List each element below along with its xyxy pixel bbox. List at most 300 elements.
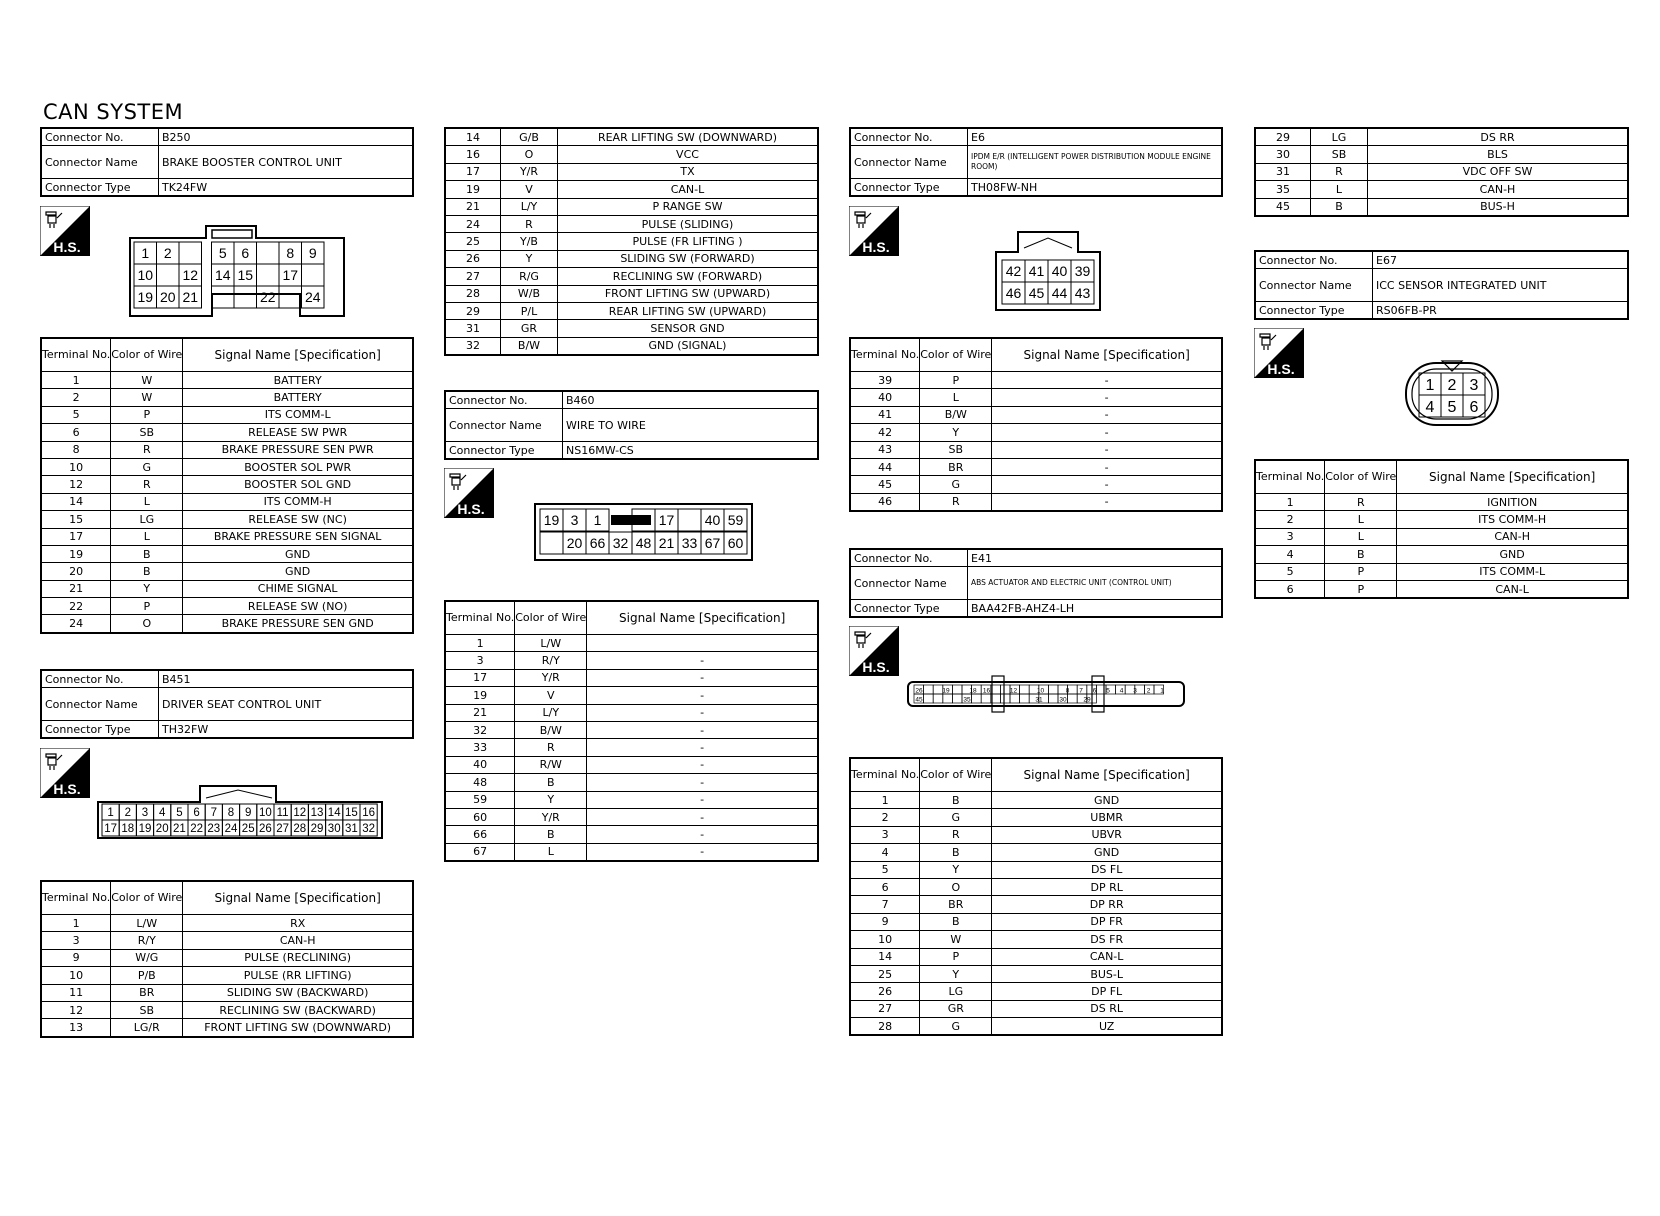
wire-color: LG <box>920 983 992 1000</box>
table-row <box>41 967 413 984</box>
header-signal-name: Signal Name [Specification] <box>183 338 413 372</box>
signal-name: CHIME SIGNAL <box>183 580 413 597</box>
table-row <box>850 878 1222 895</box>
signal-name: BUS-L <box>992 965 1222 982</box>
terminal-no: 35 <box>1255 181 1311 198</box>
pin-label: 12 <box>293 807 307 820</box>
signal-name: - <box>587 669 818 686</box>
table-row <box>41 545 413 562</box>
connector-face-e41 <box>906 674 1188 718</box>
terminal-no: 31 <box>445 320 501 337</box>
label-connector-type: Connector Type <box>445 442 563 460</box>
wire-color: W <box>920 931 992 948</box>
signal-name: GND <box>992 792 1222 809</box>
wire-color: B <box>111 545 183 562</box>
table-row <box>445 320 818 337</box>
header-color-of-wire: Color of Wire <box>111 338 183 372</box>
pin-label: 17 <box>282 267 299 284</box>
table-row <box>445 215 818 232</box>
table-row <box>850 913 1222 930</box>
table-row <box>445 652 818 669</box>
signal-name: DP FR <box>992 913 1222 930</box>
terminal-no: 45 <box>1255 198 1311 216</box>
signal-name: - <box>587 774 818 791</box>
wire-color: Y <box>920 965 992 982</box>
table-header <box>41 881 413 915</box>
connector-info-b451 <box>40 669 414 739</box>
terminal-no: 2 <box>850 809 920 826</box>
pin-label: 10 <box>1036 687 1045 695</box>
table-row <box>850 424 1222 441</box>
terminal-no: 17 <box>41 528 111 545</box>
table-row <box>41 984 413 1001</box>
harness-side-icon <box>849 206 899 256</box>
signal-name: DP RL <box>992 878 1222 895</box>
pin-label: 2 <box>1146 687 1151 695</box>
terminal-no: 48 <box>445 774 515 791</box>
terminal-no: 3 <box>1255 528 1325 545</box>
wire-color: P <box>1325 563 1397 580</box>
wire-color: Y <box>515 791 587 808</box>
wire-color: R/W <box>515 756 587 773</box>
pin-label: 26 <box>915 687 923 695</box>
header-color-of-wire: Color of Wire <box>111 881 183 915</box>
terminal-no: 15 <box>41 511 111 528</box>
wire-color: W <box>111 389 183 406</box>
table-row <box>445 669 818 686</box>
pin-label: 5 <box>176 807 183 820</box>
value-connector-no: E67 <box>1373 251 1629 269</box>
wire-color: SB <box>111 1001 183 1018</box>
table-row <box>41 458 413 475</box>
label-connector-type: Connector Type <box>1255 302 1373 320</box>
table-row <box>850 896 1222 913</box>
wire-color: B <box>920 913 992 930</box>
connector-info-e41 <box>849 548 1223 618</box>
label-connector-name: Connector Name <box>41 688 159 721</box>
pin-label: 22 <box>190 823 203 836</box>
signal-name: - <box>587 687 818 704</box>
pin-label: 5 <box>1447 398 1457 416</box>
header-signal-name: Signal Name [Specification] <box>992 338 1222 372</box>
wire-color: L/W <box>515 635 587 652</box>
wire-color: R <box>920 493 992 511</box>
pin-label: 3 <box>570 512 579 529</box>
pin-label: 29 <box>1083 696 1091 704</box>
label-connector-type: Connector Type <box>41 179 159 197</box>
value-connector-no: B460 <box>563 391 819 409</box>
wire-color: Y <box>920 861 992 878</box>
wire-color: B <box>1325 546 1397 563</box>
table-row <box>1255 198 1628 216</box>
signal-name: - <box>992 441 1222 458</box>
terminal-no: 21 <box>445 704 515 721</box>
wire-color: GR <box>920 1000 992 1017</box>
table-row <box>850 965 1222 982</box>
value-connector-name: ICC SENSOR INTEGRATED UNIT <box>1373 269 1629 302</box>
wire-color: B <box>515 774 587 791</box>
terminal-no: 40 <box>850 389 920 406</box>
wire-color: BR <box>111 984 183 1001</box>
table-row <box>1255 128 1628 146</box>
signal-name: GND <box>183 545 413 562</box>
terminal-no: 12 <box>41 476 111 493</box>
value-connector-no: E41 <box>968 549 1223 567</box>
terminal-no: 5 <box>850 861 920 878</box>
wire-color: B <box>1311 198 1368 216</box>
table-row <box>445 843 818 861</box>
signal-name: CAN-H <box>183 932 413 949</box>
terminal-no: 46 <box>850 493 920 511</box>
table-row <box>445 756 818 773</box>
wire-color: L/Y <box>501 198 558 215</box>
pin-label: 45 <box>1028 285 1045 302</box>
wire-color: R <box>111 441 183 458</box>
wire-color: L <box>1311 181 1368 198</box>
terminal-no: 3 <box>850 826 920 843</box>
signal-name: UZ <box>992 1018 1222 1036</box>
pin-label: 16 <box>982 687 991 695</box>
wire-color: P <box>111 598 183 615</box>
header-terminal-no: Terminal No. <box>1255 460 1325 494</box>
table-row <box>41 915 413 932</box>
pin-label: 4 <box>1119 687 1124 695</box>
table-row <box>1255 181 1628 198</box>
harness-side-icon <box>40 206 90 256</box>
terminal-no: 24 <box>41 615 111 633</box>
label-connector-type: Connector Type <box>41 721 159 739</box>
table-header <box>1255 460 1628 494</box>
wire-color: LG/R <box>111 1019 183 1037</box>
table-row <box>445 181 818 198</box>
wire-color: Y/R <box>515 669 587 686</box>
pin-label: 17 <box>658 512 675 529</box>
pin-label: 8 <box>1065 687 1070 695</box>
signal-name: - <box>992 424 1222 441</box>
header-color-of-wire: Color of Wire <box>920 758 992 792</box>
table-row <box>41 406 413 423</box>
terminal-no: 19 <box>445 181 501 198</box>
pin-label: 1 <box>1425 376 1435 394</box>
terminal-no: 26 <box>445 250 501 267</box>
value-connector-type: RS06FB-PR <box>1373 302 1629 320</box>
pin-label: 7 <box>210 807 218 820</box>
table-row <box>445 635 818 652</box>
label-connector-no: Connector No. <box>41 670 159 688</box>
wire-color: O <box>111 615 183 633</box>
connector-face-b451 <box>96 782 386 846</box>
table-row <box>445 302 818 319</box>
signal-name: BRAKE PRESSURE SEN PWR <box>183 441 413 458</box>
connector-info-b460 <box>444 390 819 460</box>
wire-color: V <box>515 687 587 704</box>
signal-name: RELEASE SW (NO) <box>183 598 413 615</box>
terminal-no: 1 <box>850 792 920 809</box>
terminal-table-e67 <box>1254 459 1629 599</box>
signal-name: CAN-L <box>992 948 1222 965</box>
value-connector-no: E6 <box>968 128 1223 146</box>
wire-color: L <box>1325 511 1397 528</box>
signal-name: - <box>587 808 818 825</box>
connector-info-b250 <box>40 127 414 197</box>
pin-label: 67 <box>704 535 721 552</box>
pin-label: 4 <box>158 807 166 820</box>
pin-label: 8 <box>227 807 235 820</box>
terminal-no: 30 <box>1255 146 1311 163</box>
terminal-no: 6 <box>1255 580 1325 598</box>
terminal-no: 5 <box>1255 563 1325 580</box>
wire-color: B/W <box>920 406 992 423</box>
terminal-no: 59 <box>445 791 515 808</box>
wire-color: L/Y <box>515 704 587 721</box>
pin-label: 15 <box>237 267 254 284</box>
wire-color: W/G <box>111 949 183 966</box>
wire-color: B/W <box>501 337 558 355</box>
pin-label: 6 <box>193 807 200 820</box>
table-row <box>445 163 818 180</box>
wire-color: R <box>111 476 183 493</box>
header-terminal-no: Terminal No. <box>850 338 920 372</box>
table-row <box>41 615 413 633</box>
signal-name: IGNITION <box>1397 494 1628 511</box>
terminal-no: 29 <box>1255 128 1311 146</box>
wire-color: Y <box>920 424 992 441</box>
table-row <box>445 826 818 843</box>
pin-label: 29 <box>310 823 324 836</box>
hs-label: H.S. <box>862 239 890 255</box>
table-row <box>850 1000 1222 1017</box>
table-row <box>41 389 413 406</box>
harness-side-icon <box>1254 328 1304 378</box>
pin-label: 6 <box>1092 687 1097 695</box>
pin-label: 46 <box>1005 285 1022 302</box>
terminal-no: 7 <box>850 896 920 913</box>
table-row <box>850 983 1222 1000</box>
header-color-of-wire: Color of Wire <box>1325 460 1397 494</box>
table-row <box>1255 494 1628 511</box>
terminal-no: 20 <box>41 563 111 580</box>
pin-label: 48 <box>635 535 652 552</box>
table-row <box>1255 563 1628 580</box>
signal-name: CAN-H <box>1368 181 1629 198</box>
pin-label: 33 <box>681 535 698 552</box>
wire-color: P <box>920 372 992 389</box>
table-row <box>850 826 1222 843</box>
signal-name: ITS COMM-L <box>1397 563 1628 580</box>
signal-name: - <box>587 721 818 738</box>
table-row <box>41 932 413 949</box>
table-row <box>41 1019 413 1037</box>
signal-name: BOOSTER SOL GND <box>183 476 413 493</box>
table-row <box>850 372 1222 389</box>
wire-color: R <box>501 215 558 232</box>
terminal-no: 32 <box>445 337 501 355</box>
table-row <box>41 580 413 597</box>
pin-label: 2 <box>1447 376 1457 394</box>
signal-name: - <box>992 389 1222 406</box>
table-row <box>41 372 413 389</box>
value-connector-type: BAA42FB-AHZ4-LH <box>968 600 1223 618</box>
signal-name: GND <box>992 844 1222 861</box>
terminal-no: 2 <box>1255 511 1325 528</box>
wire-color: L/W <box>111 915 183 932</box>
value-connector-no: B250 <box>159 128 414 146</box>
terminal-no: 26 <box>850 983 920 1000</box>
header-signal-name: Signal Name [Specification] <box>1397 460 1628 494</box>
signal-name: DS RL <box>992 1000 1222 1017</box>
pin-label: 20 <box>159 289 176 306</box>
table-row <box>445 337 818 355</box>
terminal-no: 11 <box>41 984 111 1001</box>
pin-label: 21 <box>182 289 199 306</box>
signal-name: - <box>587 826 818 843</box>
signal-name: - <box>992 458 1222 475</box>
signal-name: BATTERY <box>183 372 413 389</box>
label-connector-name: Connector Name <box>445 409 563 442</box>
table-row <box>445 285 818 302</box>
signal-name: PULSE (FR LIFTING ) <box>558 233 819 250</box>
pin-label: 3 <box>1469 376 1479 394</box>
wire-color: SB <box>1311 146 1368 163</box>
pin-label: 20 <box>155 823 169 836</box>
wire-color: B <box>515 826 587 843</box>
table-row <box>41 1001 413 1018</box>
label-connector-name: Connector Name <box>41 146 159 179</box>
table-row <box>445 250 818 267</box>
terminal-no: 14 <box>41 493 111 510</box>
pin-label: 9 <box>244 807 252 820</box>
hs-label: H.S. <box>457 501 485 517</box>
terminal-no: 33 <box>445 739 515 756</box>
pin-label: 28 <box>293 823 307 836</box>
table-row <box>41 949 413 966</box>
connector-info-e67 <box>1254 250 1629 320</box>
table-row <box>445 721 818 738</box>
pin-label: 19 <box>942 687 950 695</box>
wire-color: L <box>111 528 183 545</box>
signal-name: - <box>587 756 818 773</box>
signal-name: VCC <box>558 146 819 163</box>
table-row <box>445 268 818 285</box>
connector-face-b250 <box>128 222 348 322</box>
table-row <box>850 1018 1222 1036</box>
terminal-no: 27 <box>850 1000 920 1017</box>
table-row <box>850 792 1222 809</box>
pin-label: 12 <box>1009 687 1018 695</box>
signal-name: PULSE (RECLINING) <box>183 949 413 966</box>
table-row <box>445 791 818 808</box>
table-row <box>41 493 413 510</box>
signal-name: DP FL <box>992 983 1222 1000</box>
wire-color: B <box>920 844 992 861</box>
signal-name: TX <box>558 163 819 180</box>
signal-name: - <box>587 791 818 808</box>
value-connector-name: WIRE TO WIRE <box>563 409 819 442</box>
label-connector-type: Connector Type <box>850 179 968 197</box>
wire-color: G <box>920 476 992 493</box>
terminal-no: 17 <box>445 163 501 180</box>
table-row <box>445 198 818 215</box>
pin-label: 1 <box>141 245 150 262</box>
value-connector-no: B451 <box>159 670 414 688</box>
wire-color: P <box>111 406 183 423</box>
hs-label: H.S. <box>862 659 890 675</box>
wire-color: B <box>920 792 992 809</box>
wire-color: G <box>111 458 183 475</box>
pin-label: 40 <box>1051 263 1068 280</box>
signal-name: UBVR <box>992 826 1222 843</box>
terminal-no: 21 <box>41 580 111 597</box>
table-row <box>850 441 1222 458</box>
pin-label: 1 <box>1160 687 1164 695</box>
page-title: CAN SYSTEM <box>43 100 184 124</box>
terminal-no: 4 <box>850 844 920 861</box>
signal-name: REAR LIFTING SW (DOWNWARD) <box>558 128 819 146</box>
terminal-table-b451-cont <box>444 127 819 356</box>
pin-label: 4 <box>1425 398 1435 416</box>
pin-label: 22 <box>259 289 276 306</box>
wire-color: R <box>1325 494 1397 511</box>
table-row <box>1255 528 1628 545</box>
pin-label: 9 <box>308 245 317 262</box>
terminal-no: 12 <box>41 1001 111 1018</box>
pin-label: 12 <box>182 267 199 284</box>
signal-name: BLS <box>1368 146 1629 163</box>
label-connector-no: Connector No. <box>850 549 968 567</box>
value-connector-name: ABS ACTUATOR AND ELECTRIC UNIT (CONTROL UNIT) <box>968 567 1223 600</box>
table-row <box>1255 580 1628 598</box>
terminal-no: 17 <box>445 669 515 686</box>
table-row <box>41 441 413 458</box>
harness-side-icon <box>444 468 494 518</box>
label-connector-no: Connector No. <box>1255 251 1373 269</box>
wire-color: R/Y <box>111 932 183 949</box>
value-connector-type: TH08FW-NH <box>968 179 1223 197</box>
terminal-no: 43 <box>850 441 920 458</box>
terminal-no: 27 <box>445 268 501 285</box>
value-connector-name: DRIVER SEAT CONTROL UNIT <box>159 688 414 721</box>
terminal-no: 67 <box>445 843 515 861</box>
terminal-no: 28 <box>850 1018 920 1036</box>
value-connector-name: IPDM E/R (INTELLIGENT POWER DISTRIBUTION MODULE ENGINE ROOM) <box>968 146 1223 179</box>
pin-label: 24 <box>224 823 238 836</box>
table-row <box>850 861 1222 878</box>
table-row <box>1255 163 1628 180</box>
terminal-no: 3 <box>41 932 111 949</box>
terminal-no: 10 <box>850 931 920 948</box>
wire-color: G <box>920 809 992 826</box>
table-header <box>41 338 413 372</box>
table-header <box>850 758 1222 792</box>
signal-name <box>587 635 818 652</box>
pin-label: 11 <box>276 807 289 820</box>
harness-side-icon <box>40 748 90 798</box>
hs-label: H.S. <box>1267 361 1295 377</box>
table-row <box>850 389 1222 406</box>
wire-color: Y/R <box>501 163 558 180</box>
signal-name: BRAKE PRESSURE SEN GND <box>183 615 413 633</box>
signal-name: CAN-H <box>1397 528 1628 545</box>
table-row <box>41 511 413 528</box>
pin-label: 2 <box>124 807 132 820</box>
table-row <box>445 233 818 250</box>
pin-label: 43 <box>1074 285 1091 302</box>
signal-name: - <box>587 843 818 861</box>
terminal-no: 14 <box>445 128 501 146</box>
signal-name: CAN-L <box>558 181 819 198</box>
signal-name: GND <box>1397 546 1628 563</box>
table-row <box>445 687 818 704</box>
